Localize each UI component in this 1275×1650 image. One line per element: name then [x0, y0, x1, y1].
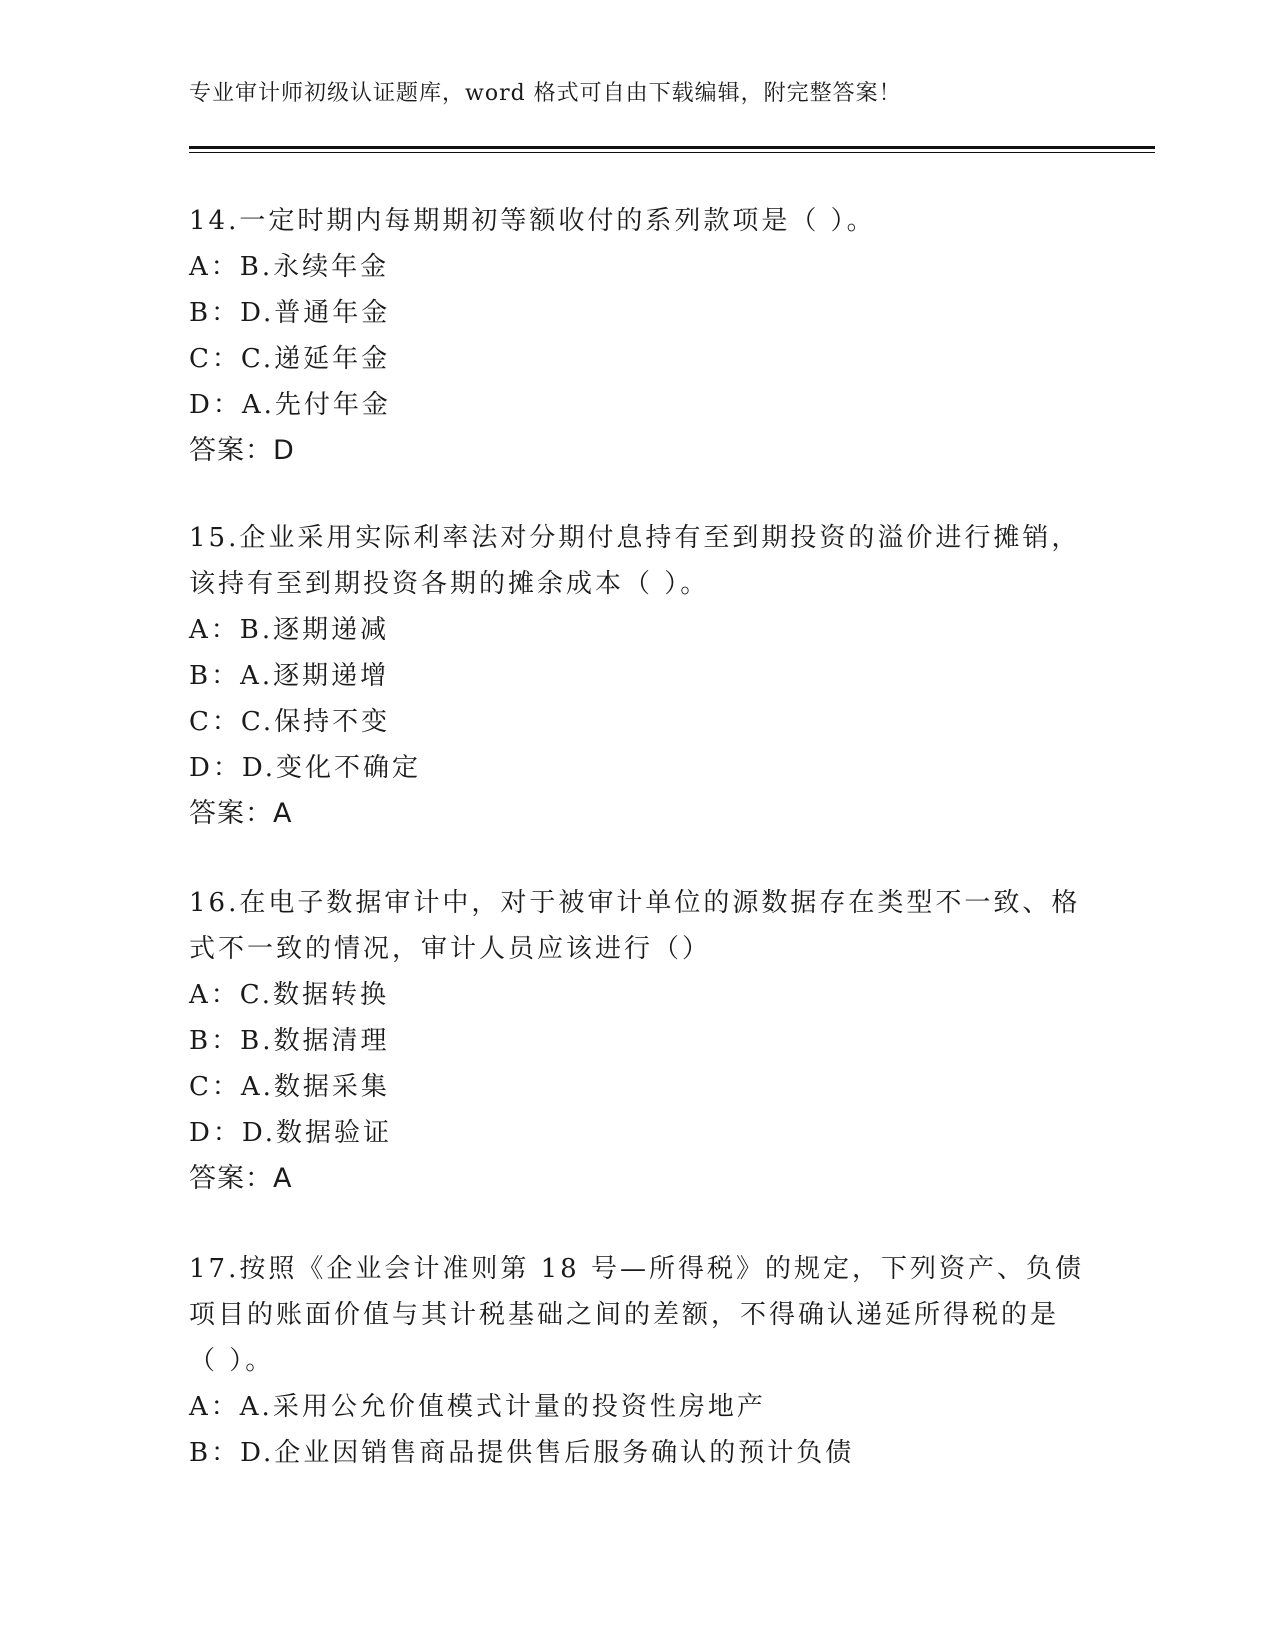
option-a: A：B.永续年金 — [189, 252, 390, 282]
option-a: A：A.采用公允价值模式计量的投资性房地产 — [189, 1392, 766, 1422]
page-header: 专业审计师初级认证题库，word 格式可自由下载编辑，附完整答案！ — [189, 81, 902, 106]
answer-label: 答案：D — [189, 435, 295, 466]
question-stem: 16.在电子数据审计中，对于被审计单位的源数据存在类型不一致、格 — [189, 888, 1081, 918]
option-a: A：B.逐期递减 — [189, 615, 390, 645]
option-b: B：B.数据清理 — [189, 1026, 390, 1056]
option-d: D：D.变化不确定 — [189, 753, 422, 783]
option-d: D：D.数据验证 — [189, 1118, 393, 1148]
question-14 — [189, 198, 1089, 474]
header-rule-thick — [189, 146, 1155, 149]
option-b: B：A.逐期递增 — [189, 661, 390, 691]
question-15 — [189, 515, 1089, 837]
question-stem: 式不一致的情况，审计人员应该进行（） — [189, 934, 712, 964]
header-rule-thin — [189, 152, 1155, 153]
option-c: C：A.数据采集 — [189, 1072, 390, 1102]
answer-label: 答案：A — [189, 798, 293, 829]
option-c: C：C.保持不变 — [189, 707, 391, 737]
answer-label: 答案：A — [189, 1163, 293, 1194]
question-stem: 17.按照《企业会计准则第 18 号—所得税》的规定，下列资产、负债 — [189, 1254, 1084, 1284]
question-stem: 项目的账面价值与其计税基础之间的差额，不得确认递延所得税的是 — [189, 1300, 1060, 1330]
question-16 — [189, 880, 1089, 1202]
option-c: C：C.递延年金 — [189, 344, 391, 374]
question-stem: 15.企业采用实际利率法对分期付息持有至到期投资的溢价进行摊销， — [189, 523, 1081, 553]
option-b: B：D.企业因销售商品提供售后服务确认的预计负债 — [189, 1438, 855, 1468]
option-d: D：A.先付年金 — [189, 390, 391, 420]
option-a: A：C.数据转换 — [189, 980, 390, 1010]
question-17 — [189, 1246, 1089, 1476]
question-stem: 14.一定时期内每期期初等额收付的系列款项是（ ）。 — [189, 206, 876, 236]
option-b: B：D.普通年金 — [189, 298, 391, 328]
question-stem: （ ）。 — [189, 1346, 275, 1376]
question-stem: 该持有至到期投资各期的摊余成本（ ）。 — [189, 569, 710, 599]
